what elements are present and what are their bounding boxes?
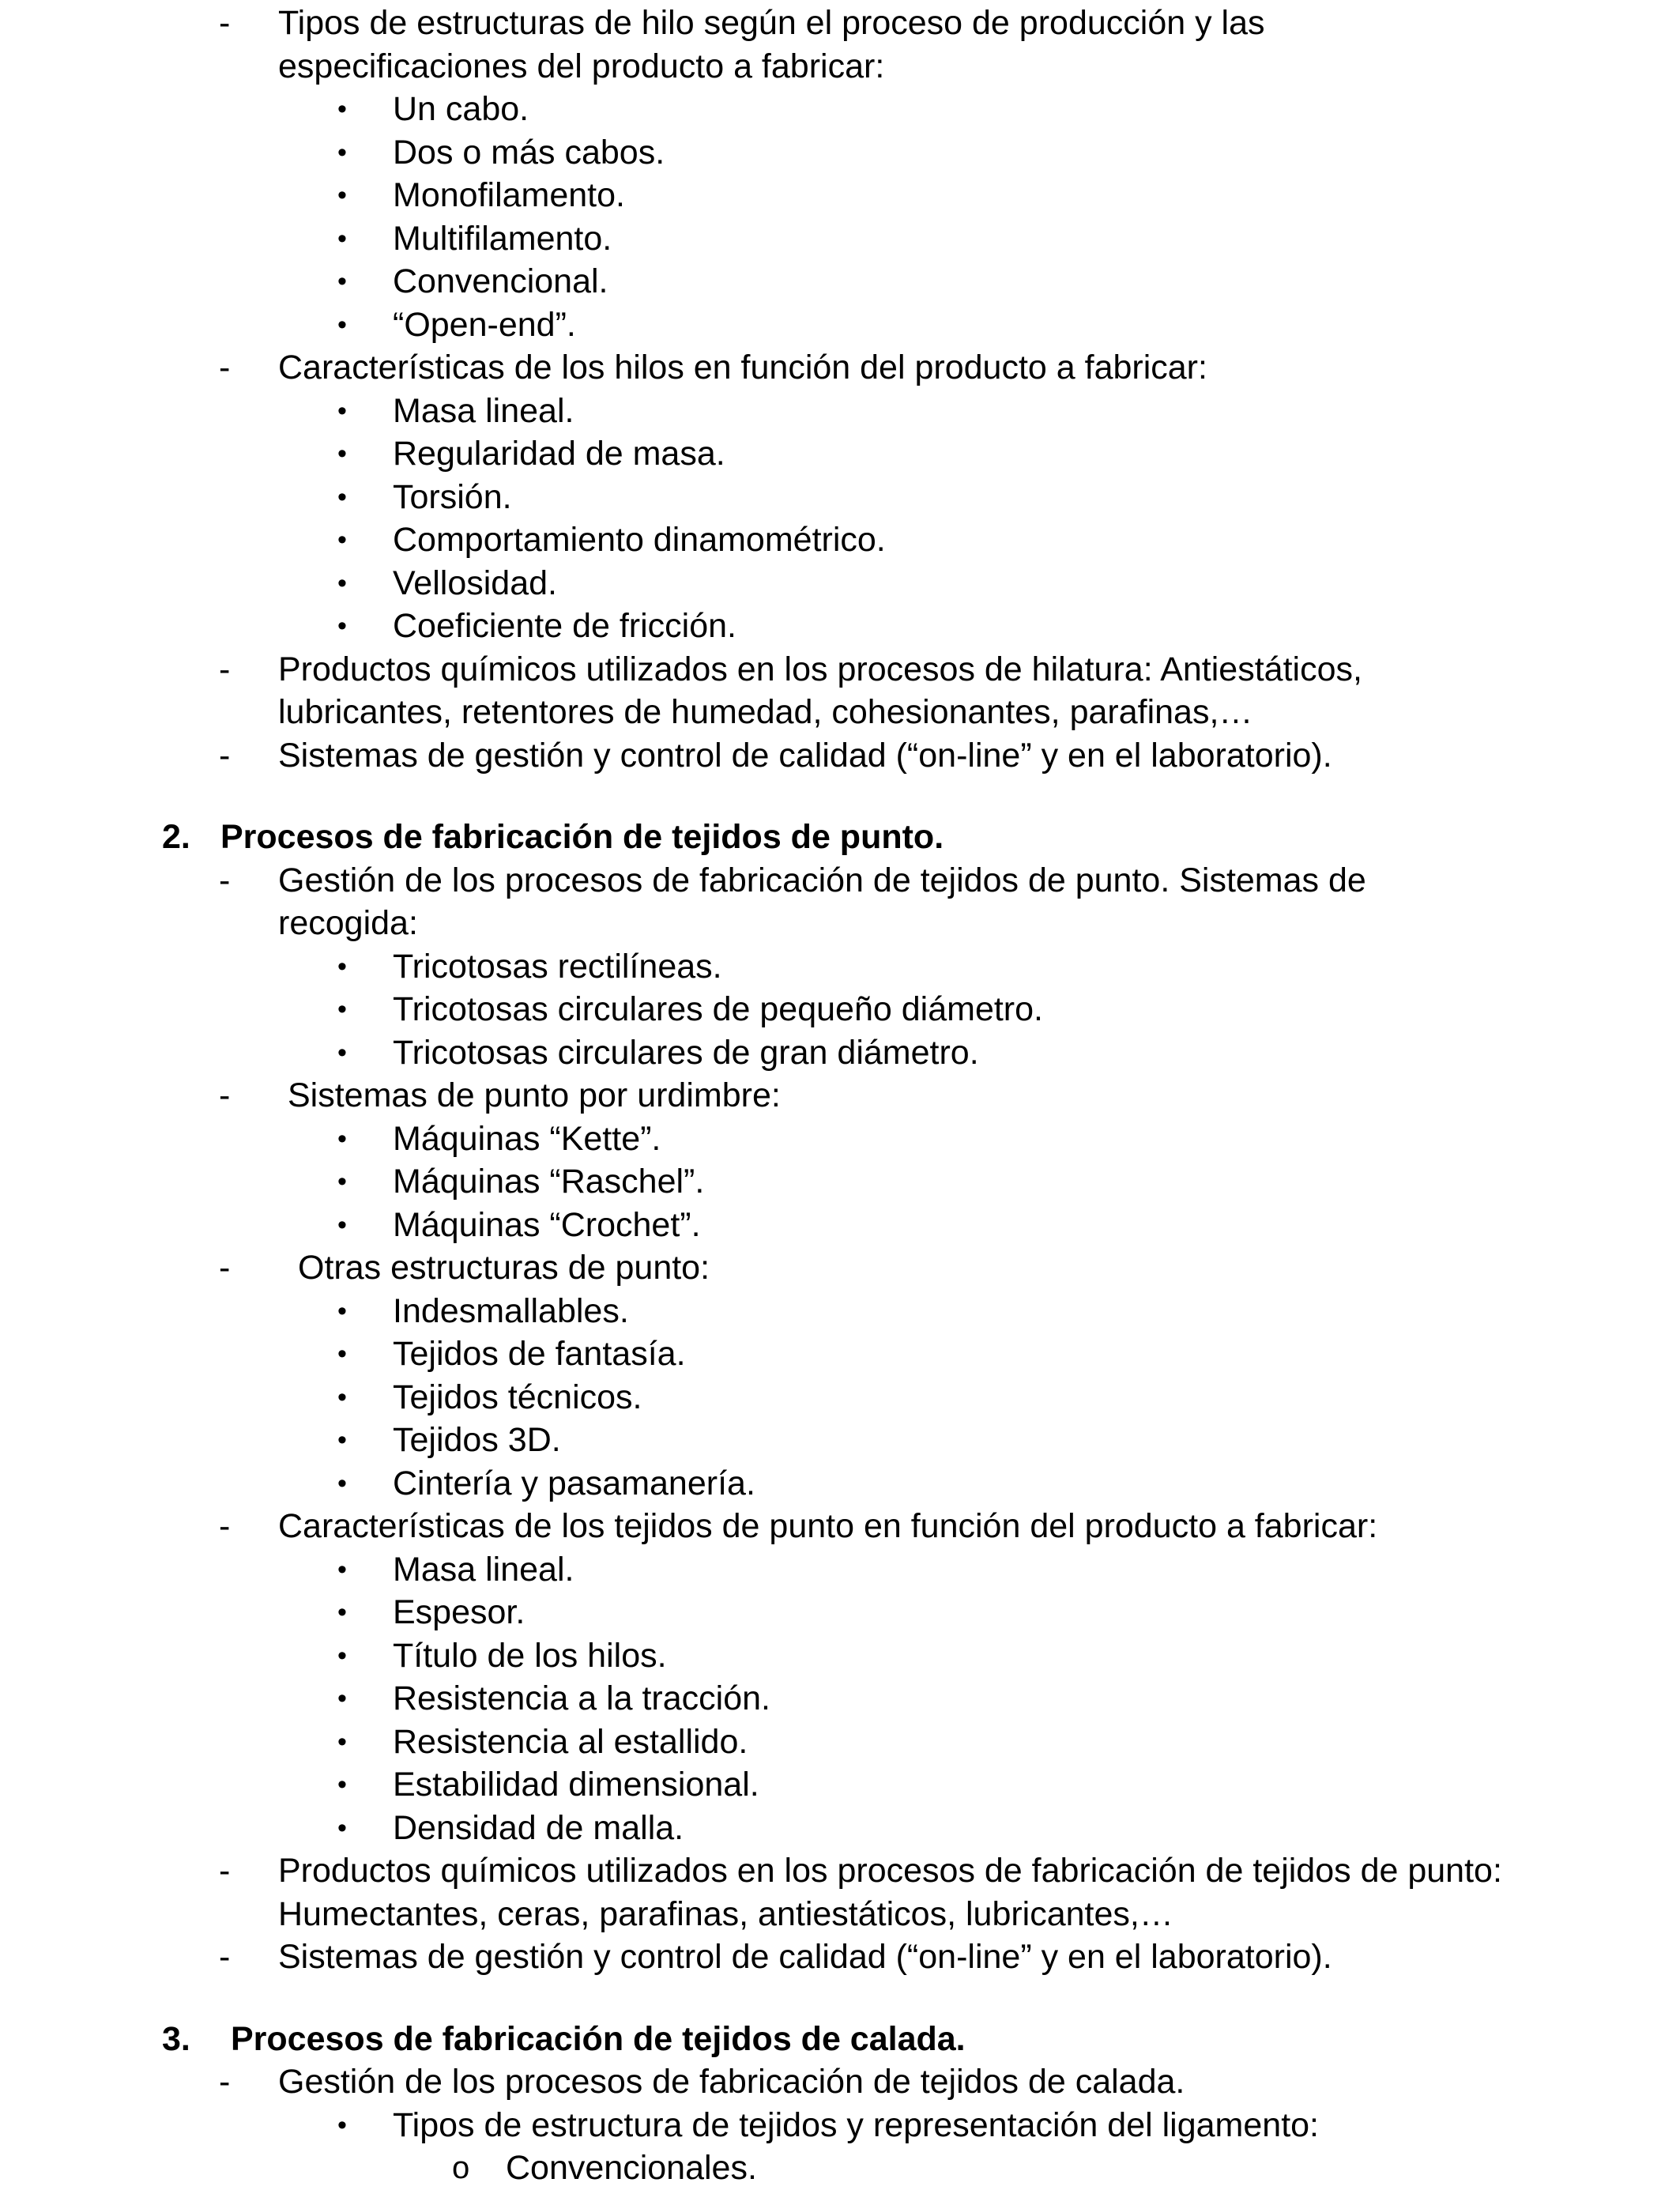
bullet-item — [0, 1332, 1680, 1376]
bullet-text: Dos o más cabos. — [393, 133, 665, 172]
list-item-text: Sistemas de punto por urdimbre: — [288, 1076, 781, 1114]
bullet-marker: • — [337, 395, 347, 426]
bullet-item — [0, 390, 1680, 433]
bullet-marker: • — [337, 1123, 347, 1154]
list-item-text: Gestión de los procesos de fabricación de tejidos de punto. Sistemas de — [278, 861, 1366, 899]
bullet-item — [0, 1548, 1680, 1592]
bullet-marker: • — [337, 1597, 347, 1627]
list-item-text: Productos químicos utilizados en los procesos de hilatura: Antiestáticos, — [278, 650, 1362, 688]
bullet-item — [0, 1634, 1680, 1678]
bullet-item — [0, 1160, 1680, 1204]
bullet-marker: • — [337, 1167, 347, 1197]
bullet-item — [0, 1376, 1680, 1419]
list-item-text: Gestión de los procesos de fabricación de tejidos de calada. — [278, 2063, 1185, 2101]
bullet-marker: • — [337, 137, 347, 168]
bullet-marker: • — [337, 951, 347, 982]
bullet-marker: • — [337, 525, 347, 555]
section-gap — [0, 777, 1680, 816]
dash-marker: - — [219, 861, 231, 899]
bullet-item — [0, 1118, 1680, 1161]
bullet-marker: • — [337, 1468, 347, 1498]
bullet-text: Título de los hilos. — [393, 1636, 667, 1675]
sub-bullet-item — [0, 2147, 1680, 2190]
dash-marker: - — [219, 1249, 231, 1287]
list-item-text: Sistemas de gestión y control de calidad (“on-line” y en el laboratorio). — [278, 1938, 1332, 1976]
bullet-item — [0, 562, 1680, 605]
bullet-marker: • — [337, 1554, 347, 1585]
bullet-text: Convencional. — [393, 262, 608, 300]
bullet-text: Máquinas “Kette”. — [393, 1119, 661, 1158]
bullet-marker: • — [337, 611, 347, 641]
bullet-item — [0, 1677, 1680, 1721]
bullet-marker: • — [337, 567, 347, 598]
bullet-text: Tejidos técnicos. — [393, 1378, 642, 1416]
bullet-text: Monofilamento. — [393, 176, 625, 214]
dash-marker: - — [219, 1076, 231, 1114]
list-item — [0, 1074, 1680, 1118]
dash-marker: - — [219, 1852, 231, 1890]
bullet-item — [0, 988, 1680, 1031]
list-item-text: Características de los tejidos de punto en función del producto a fabricar: — [278, 1507, 1378, 1545]
bullet-item — [0, 605, 1680, 648]
bullet-marker: • — [337, 1339, 347, 1369]
bullet-item — [0, 174, 1680, 217]
bullet-text: Un cabo. — [393, 90, 529, 128]
bullet-item — [0, 432, 1680, 476]
bullet-marker: • — [337, 1812, 347, 1843]
section-heading — [0, 816, 1680, 859]
bullet-text: Multifilamento. — [393, 219, 612, 258]
bullet-text: Tipos de estructura de tejidos y representación del ligamento: — [393, 2105, 1320, 2144]
bullet-marker: • — [337, 1295, 347, 1326]
section-gap — [0, 1979, 1680, 2018]
bullet-marker: • — [337, 481, 347, 512]
bullet-text: Regularidad de masa. — [393, 435, 725, 473]
bullet-text: Estabilidad dimensional. — [393, 1766, 759, 1804]
dash-marker: - — [219, 1938, 231, 1976]
bullet-item — [0, 88, 1680, 131]
circle-marker: o — [452, 2150, 470, 2185]
bullet-text: Tejidos 3D. — [393, 1421, 561, 1459]
dash-marker: - — [219, 650, 231, 688]
bullet-item — [0, 1807, 1680, 1850]
dash-marker: - — [219, 736, 231, 775]
list-item-text: Otras estructuras de punto: — [298, 1249, 710, 1287]
bullet-text: Coeficiente de fricción. — [393, 607, 736, 645]
bullet-text: Vellosidad. — [393, 564, 557, 602]
bullet-marker: • — [337, 1683, 347, 1713]
bullet-item — [0, 1763, 1680, 1807]
bullet-item — [0, 1031, 1680, 1075]
section-title: Procesos de fabricación de tejidos de punto. — [220, 818, 944, 856]
dash-marker: - — [219, 1507, 231, 1545]
bullet-text: Máquinas “Crochet”. — [393, 1205, 701, 1244]
bullet-text: Espesor. — [393, 1593, 525, 1631]
bullet-item — [0, 131, 1680, 175]
bullet-item — [0, 1290, 1680, 1333]
list-item-continuation — [0, 1893, 1680, 1936]
bullet-marker: • — [337, 1425, 347, 1455]
list-item — [0, 1505, 1680, 1548]
list-item-text: especificaciones del producto a fabricar: — [278, 47, 885, 85]
bullet-marker: • — [337, 1770, 347, 1800]
bullet-marker: • — [337, 266, 347, 296]
bullet-marker: • — [337, 1640, 347, 1671]
bullet-text: Indesmallables. — [393, 1291, 629, 1330]
bullet-text: Tricotosas circulares de gran diámetro. — [393, 1033, 979, 1072]
bullet-item — [0, 1721, 1680, 1764]
bullet-marker: • — [337, 2109, 347, 2140]
list-item-text: Características de los hilos en función del producto a fabricar: — [278, 349, 1207, 386]
bullet-marker: • — [337, 1381, 347, 1412]
bullet-text: Densidad de malla. — [393, 1808, 684, 1847]
bullet-text: Masa lineal. — [393, 1550, 574, 1589]
bullet-marker: • — [337, 94, 347, 124]
bullet-item — [0, 1591, 1680, 1634]
bullet-marker: • — [337, 223, 347, 254]
list-item — [0, 2, 1680, 45]
list-item-continuation — [0, 902, 1680, 945]
list-item-text: recogida: — [278, 904, 418, 942]
section-heading — [0, 2018, 1680, 2061]
bullet-text: Comportamiento dinamométrico. — [393, 521, 886, 559]
bullet-item — [0, 1204, 1680, 1247]
bullet-text: Resistencia a la tracción. — [393, 1679, 770, 1717]
list-item-text: Sistemas de gestión y control de calidad (“on-line” y en el laboratorio). — [278, 736, 1332, 775]
dash-marker: - — [219, 2063, 231, 2101]
list-item — [0, 1936, 1680, 1979]
bullet-item — [0, 476, 1680, 519]
bullet-text: Tricotosas rectilíneas. — [393, 947, 722, 986]
bullet-item — [0, 217, 1680, 261]
bullet-marker: • — [337, 309, 347, 340]
bullet-marker: • — [337, 180, 347, 210]
bullet-text: “Open-end”. — [393, 305, 576, 344]
list-item — [0, 2060, 1680, 2104]
bullet-text: Masa lineal. — [393, 391, 574, 430]
list-item — [0, 1849, 1680, 1893]
list-item-text: Humectantes, ceras, parafinas, antiestáticos, lubricantes,… — [278, 1894, 1173, 1933]
sub-bullet-text: Convencionales. — [506, 2149, 757, 2187]
list-item — [0, 859, 1680, 903]
bullet-marker: • — [337, 1209, 347, 1240]
bullet-text: Tricotosas circulares de pequeño diámetro. — [393, 990, 1043, 1028]
bullet-text: Máquinas “Raschel”. — [393, 1163, 705, 1201]
bullet-item — [0, 518, 1680, 562]
bullet-marker: • — [337, 1726, 347, 1757]
list-item-continuation — [0, 691, 1680, 734]
list-item-text: lubricantes, retentores de humedad, cohesionantes, parafinas,… — [278, 693, 1253, 731]
bullet-item — [0, 1462, 1680, 1506]
bullet-item — [0, 260, 1680, 303]
bullet-marker: • — [337, 994, 347, 1024]
list-item-continuation — [0, 45, 1680, 89]
bullet-item — [0, 2104, 1680, 2147]
bullet-item — [0, 945, 1680, 989]
list-item — [0, 346, 1680, 390]
list-item-text: Productos químicos utilizados en los procesos de fabricación de tejidos de punto: — [278, 1852, 1502, 1890]
bullet-text: Cintería y pasamanería. — [393, 1464, 755, 1502]
bullet-text: Torsión. — [393, 477, 512, 516]
section-number: 3. — [162, 2019, 190, 2058]
bullet-marker: • — [337, 439, 347, 469]
bullet-item — [0, 1419, 1680, 1462]
section-title: Procesos de fabricación de tejidos de calada. — [231, 2019, 966, 2058]
bullet-text: Tejidos de fantasía. — [393, 1335, 686, 1373]
list-item-text: Tipos de estructuras de hilo según el proceso de producción y las — [278, 4, 1265, 42]
section-number: 2. — [162, 818, 190, 856]
dash-marker: - — [219, 349, 231, 386]
bullet-item — [0, 303, 1680, 347]
bullet-marker: • — [337, 1037, 347, 1068]
bullet-text: Resistencia al estallido. — [393, 1722, 748, 1761]
list-item — [0, 734, 1680, 778]
list-item — [0, 1246, 1680, 1290]
list-item — [0, 648, 1680, 692]
dash-marker: - — [219, 4, 231, 42]
document-page — [0, 2, 1680, 2190]
